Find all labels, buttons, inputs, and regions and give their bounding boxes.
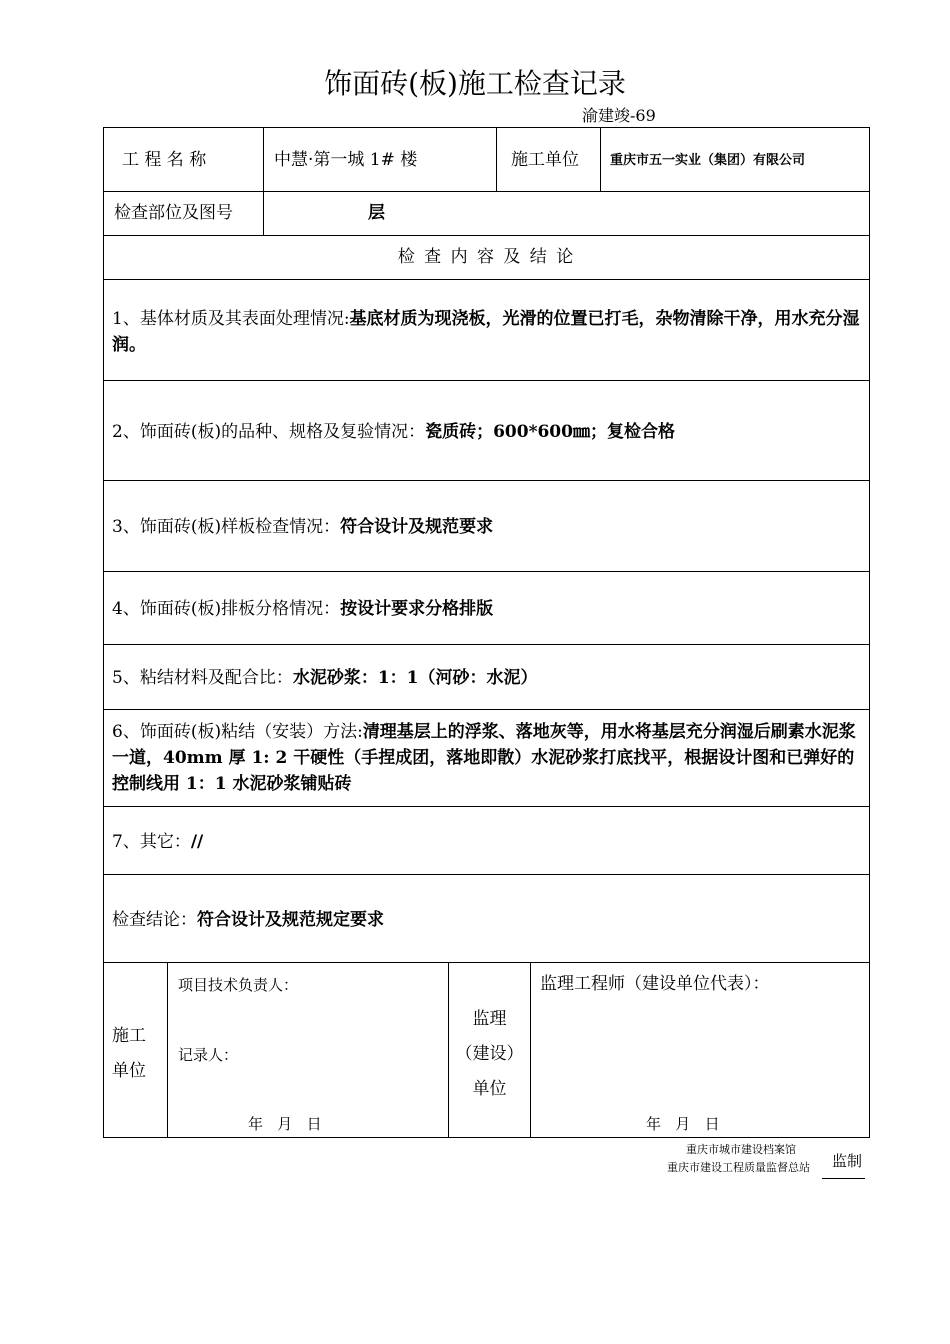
check-item-label: 2、饰面砖(板)的品种、规格及复验情况： [112,422,426,442]
construction-unit-sig-line1: 施工 [112,1026,146,1046]
check-item-label: 1、基体材质及其表面处理情况: [112,309,350,329]
check-item-6 [112,719,864,797]
check-item-value: 清理基层上的浮浆、落地灰等，用水将基层充分润湿后刷素水泥浆一道，40mm 厚 1: 2 干硬性（手捏成团，落地即散）水泥砂浆打底找平，根据设计图和已弹好的控制线用 1：1 水泥砂浆铺贴砖 [112,722,856,794]
construction-unit-sig-line2: 单位 [112,1061,146,1081]
row-divider [103,191,870,192]
check-item-label: 5、粘结材料及配合比： [112,668,293,688]
date-left: 年 月 日 [248,1115,322,1133]
inspection-location-value: 层 [368,203,385,223]
tech-lead-label: 项目技术负责人： [178,976,299,994]
check-item-value: // [190,832,204,852]
footer-station: 重庆市建设工程质量监督总站 [667,1161,810,1174]
check-item-value: 符合设计及规范要求 [340,517,494,537]
row-divider [103,480,870,481]
conclusion-label: 检查结论： [112,910,197,930]
row-divider [103,380,870,381]
row-divider [103,644,870,645]
project-name-value: 中慧·第一城 1# 楼 [274,150,418,170]
form-code: 渝建竣-69 [582,106,656,125]
col-divider [600,127,601,191]
construction-unit-label: 施工单位 [511,150,579,170]
row-divider [103,874,870,875]
row-divider [103,571,870,572]
footer-underline [822,1178,865,1179]
check-item-4 [112,596,864,622]
conclusion-value: 符合设计及规范规定要求 [197,910,384,930]
section-title: 检 查 内 容 及 结 论 [397,247,576,267]
check-item-label: 3、饰面砖(板)样板检查情况： [112,517,341,537]
check-item-label: 7、其它： [112,832,191,852]
footer-archive: 重庆市城市建设档案馆 [686,1143,796,1156]
col-divider [167,962,168,1138]
row-divider [103,962,870,963]
row-divider [103,806,870,807]
check-item-7 [112,829,864,855]
check-item-3 [112,514,864,540]
check-item-value: 按设计要求分格排版 [340,599,494,619]
check-item-value: 基底材质为现浇板，光滑的位置已打毛，杂物清除干净，用水充分湿润。 [112,309,860,355]
table-border-bottom [103,1137,870,1138]
col-divider [496,127,497,191]
check-item-label: 4、饰面砖(板)排板分格情况： [112,599,341,619]
inspection-conclusion [112,907,864,933]
date-right: 年 月 日 [646,1115,720,1133]
col-divider [263,127,264,235]
row-divider [103,279,870,280]
page-title: 饰面砖(板)施工检查记录 [324,67,626,100]
table-border-top [103,127,870,128]
supervision-unit-line2: （建设） [455,1044,524,1064]
table-border-right [869,127,870,1138]
check-item-5 [112,665,864,691]
supervision-unit-line3: 单位 [472,1079,507,1099]
table-border-left [103,127,104,1138]
row-divider [103,709,870,710]
col-divider [530,962,531,1138]
check-item-value: 水泥砂浆：1：1（河砂：水泥） [292,668,538,688]
inspection-location-label: 检查部位及图号 [114,203,233,223]
supervision-unit-line1: 监理 [472,1009,507,1029]
recorder-label: 记录人： [178,1046,239,1064]
project-name-label: 工 程 名 称 [122,150,207,170]
supervisor-label: 监理工程师（建设单位代表）： [540,974,770,994]
footer-supervise-mark: 监制 [832,1152,863,1170]
construction-unit-value: 重庆市五一实业（集团）有限公司 [610,153,806,168]
row-divider [103,235,870,236]
check-item-value: 瓷质砖；600*600㎜；复检合格 [425,422,675,442]
check-item-label: 6、饰面砖(板)粘结（安装）方法: [112,722,363,742]
check-item-1 [112,306,864,358]
check-item-2 [112,419,864,445]
